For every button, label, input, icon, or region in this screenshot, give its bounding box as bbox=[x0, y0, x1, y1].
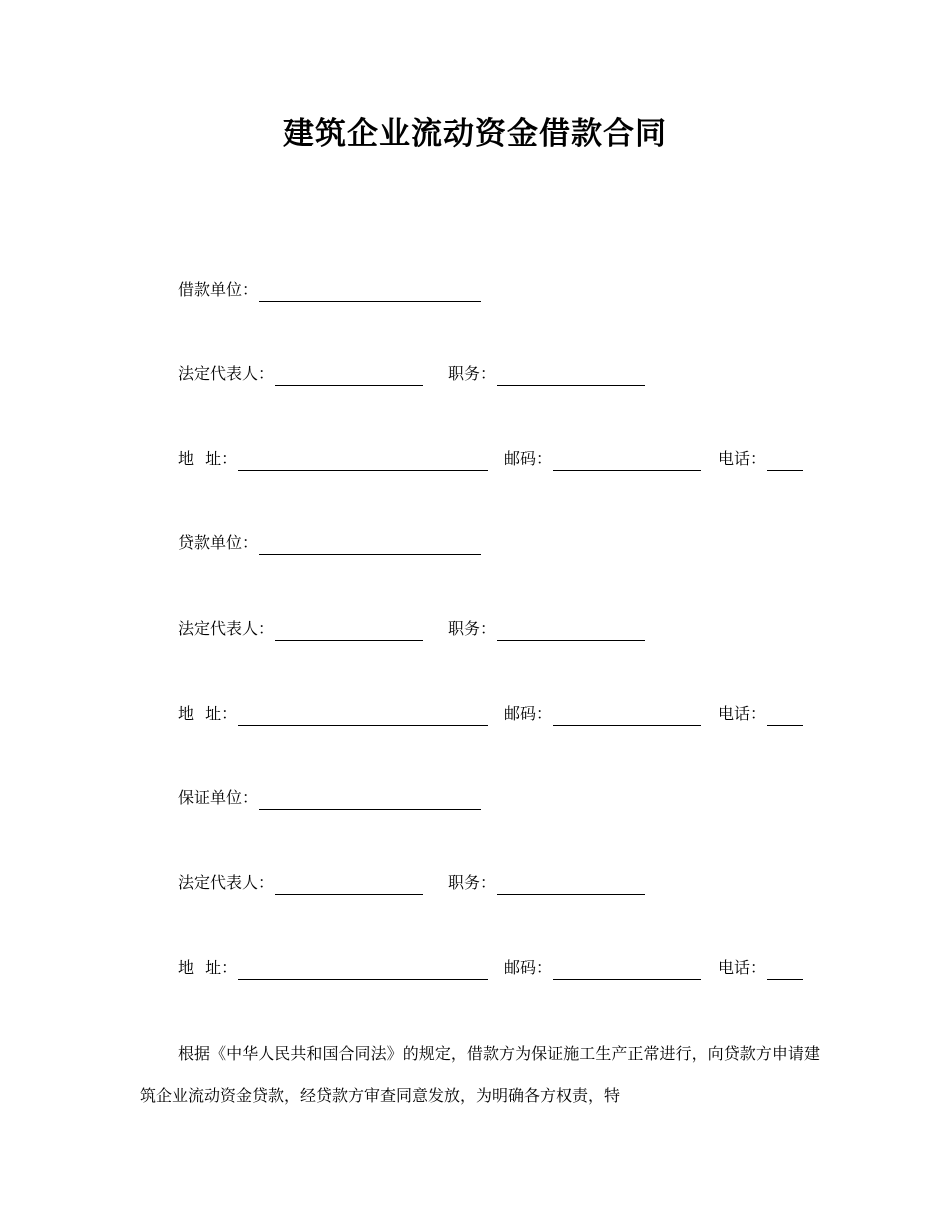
borrower-unit-blank bbox=[259, 283, 481, 302]
guarantor-rep-label: 法定代表人： bbox=[178, 873, 275, 892]
guarantor-unit-label: 保证单位： bbox=[178, 788, 259, 807]
borrower-postcode-label: 邮码： bbox=[504, 449, 553, 468]
lender-unit-label: 贷款单位： bbox=[178, 533, 259, 552]
guarantor-postcode-label: 邮码： bbox=[504, 958, 553, 977]
guarantor-postcode-blank bbox=[553, 961, 701, 980]
guarantor-phone-label: 电话： bbox=[718, 958, 767, 977]
borrower-unit-label: 借款单位： bbox=[178, 280, 259, 299]
document-title: 建筑企业流动资金借款合同 bbox=[283, 116, 667, 152]
borrower-rep-blank bbox=[275, 367, 423, 386]
lender-address-label: 地 址： bbox=[178, 704, 238, 723]
lender-position-label: 职务： bbox=[448, 619, 497, 638]
guarantor-phone-blank bbox=[767, 961, 803, 980]
guarantor-rep-blank bbox=[275, 876, 423, 895]
lender-unit-blank bbox=[259, 536, 481, 555]
borrower-position-label: 职务： bbox=[448, 364, 497, 383]
intro-paragraph: 根据《中华人民共和国合同法》的规定，借款方为保证施工生产正常进行，向贷款方申请建筑企业流动资金贷款，经贷款方审查同意发放，为明确各方权责，特 bbox=[140, 1044, 820, 1105]
lender-postcode-label: 邮码： bbox=[504, 704, 553, 723]
borrower-address-label: 地 址： bbox=[178, 449, 238, 468]
borrower-address-blank bbox=[238, 452, 488, 471]
borrower-rep-label: 法定代表人： bbox=[178, 364, 275, 383]
guarantor-position-label: 职务： bbox=[448, 873, 497, 892]
borrower-phone-blank bbox=[767, 452, 803, 471]
lender-rep-label: 法定代表人： bbox=[178, 619, 275, 638]
guarantor-unit-blank bbox=[259, 791, 481, 810]
lender-postcode-blank bbox=[553, 707, 701, 726]
guarantor-address-blank bbox=[238, 961, 488, 980]
lender-position-blank bbox=[497, 622, 645, 641]
lender-phone-label: 电话： bbox=[718, 704, 767, 723]
lender-address-blank bbox=[238, 707, 488, 726]
guarantor-position-blank bbox=[497, 876, 645, 895]
borrower-position-blank bbox=[497, 367, 645, 386]
borrower-phone-label: 电话： bbox=[718, 449, 767, 468]
lender-phone-blank bbox=[767, 707, 803, 726]
guarantor-address-label: 地 址： bbox=[178, 958, 238, 977]
lender-rep-blank bbox=[275, 622, 423, 641]
borrower-postcode-blank bbox=[553, 452, 701, 471]
